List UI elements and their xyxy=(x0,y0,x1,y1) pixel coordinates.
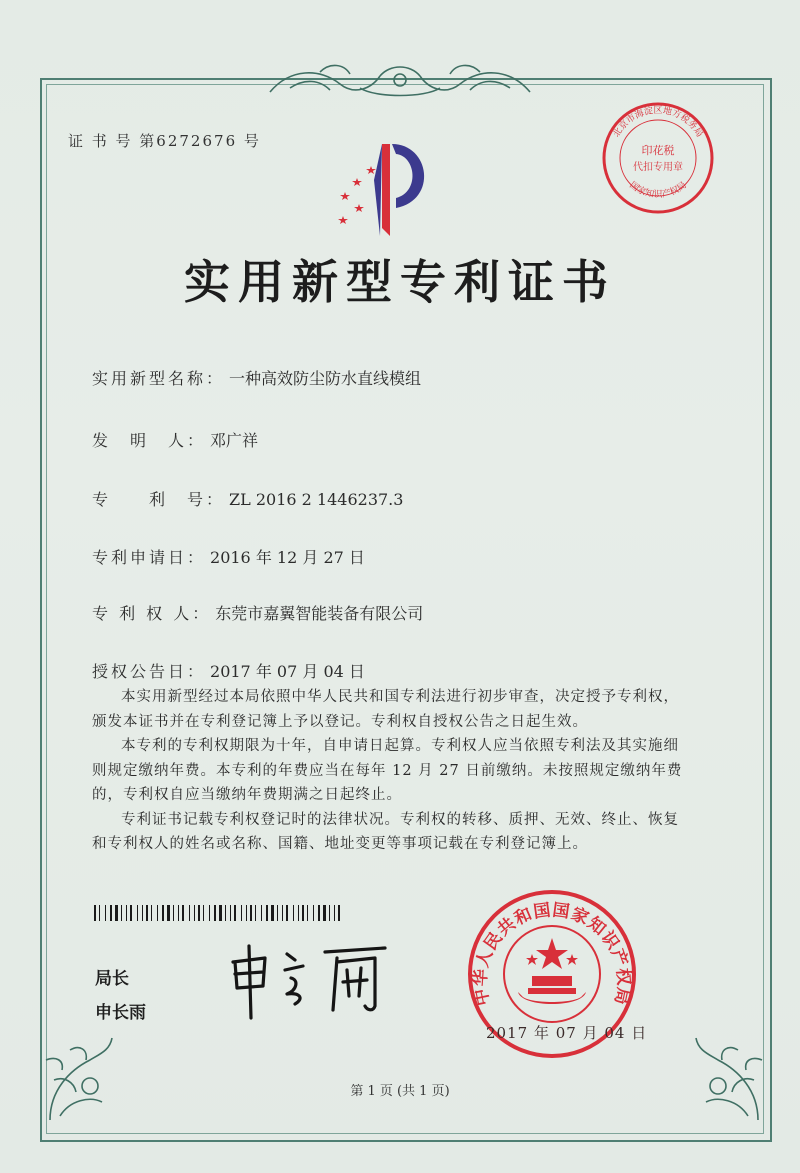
seal-ring-text: 北京市海淀区地方税务局 xyxy=(611,106,705,140)
barcode-bar xyxy=(307,905,308,921)
barcode-bar xyxy=(261,905,262,921)
label-model-name: 实用新型名称： xyxy=(92,369,226,388)
seal-center-line1: 印花税 xyxy=(641,144,675,157)
bottom-left-ornament xyxy=(40,1020,140,1130)
barcode-bar xyxy=(302,905,304,921)
label-patentee: 专 利 权 人： xyxy=(92,604,212,623)
field-model-name xyxy=(92,366,421,389)
certificate-title: 实用新型专利证书 xyxy=(184,255,616,309)
barcode-bar xyxy=(198,905,200,921)
barcode-bar xyxy=(329,905,330,921)
value-apply-date: 2016 年 12 月 27 日 xyxy=(210,548,365,567)
barcode-bar xyxy=(151,905,152,921)
barcode-bar xyxy=(167,905,170,921)
barcode-bar xyxy=(241,905,242,921)
field-grant-date xyxy=(92,659,365,682)
barcode-bar xyxy=(318,905,320,921)
value-model-name: 一种高效防尘防水直线模组 xyxy=(229,369,422,388)
barcode-bar xyxy=(203,905,204,921)
barcode-bar xyxy=(173,905,174,921)
barcode-bar xyxy=(189,905,190,921)
barcode-bar xyxy=(286,905,288,921)
patent-office-logo xyxy=(320,140,450,240)
svg-text:北京市海淀区地方税务局 xyxy=(610,104,705,139)
seal-bottom-text: 国家知识产权局 xyxy=(627,180,689,201)
barcode-bar xyxy=(313,905,314,921)
body-paragraph: 本专利的专利权期限为十年，自申请日起算。专利权人应当依照专利法及其实施细则规定缴纳年费。本专利的年费应当在每年 12 月 27 日前缴纳。未按照规定缴纳年费的，专利权自应当缴纳年费期满之日起终止。 xyxy=(92,738,683,803)
barcode-bar xyxy=(323,905,326,921)
barcode-bar xyxy=(266,905,268,921)
barcode-bar xyxy=(219,905,222,921)
barcode-bar xyxy=(142,905,143,921)
barcode-bar xyxy=(194,905,195,921)
field-inventor xyxy=(92,428,258,451)
field-apply-date xyxy=(92,545,365,568)
value-grant-date: 2017 年 07 月 04 日 xyxy=(210,662,365,681)
page-number: 第 1 页 (共 1 页) xyxy=(350,1084,450,1099)
barcode-bar xyxy=(126,905,127,921)
field-patentee xyxy=(92,601,423,624)
director-signature xyxy=(225,940,395,1020)
barcode-bar xyxy=(146,905,148,921)
barcode-bar xyxy=(255,905,256,921)
barcode-bar xyxy=(209,905,210,921)
barcode-bar xyxy=(137,905,138,921)
body-paragraph: 专利证书记载专利权登记时的法律状况。专利权的转移、质押、无效、终止、恢复和专利权人的姓名或名称、国籍、地址变更等事项记载在专利登记簿上。 xyxy=(92,811,679,852)
barcode-bar xyxy=(130,905,132,921)
label-patent-number: 专 利 号： xyxy=(92,490,226,509)
barcode-bar xyxy=(334,905,335,921)
label-apply-date: 专利申请日： xyxy=(92,548,207,567)
director-title: 局长 xyxy=(95,969,129,989)
certificate-number: 证 书 号 第6272676 号 xyxy=(68,132,261,150)
barcode-bar xyxy=(225,905,226,921)
value-inventor: 邓广祥 xyxy=(210,431,259,450)
tax-stamp-seal xyxy=(598,98,718,218)
director-name: 申长雨 xyxy=(95,1003,146,1023)
barcode-bar xyxy=(115,905,118,921)
barcode-bar xyxy=(338,905,340,921)
body-paragraph: 本实用新型经过本局依照中华人民共和国专利法进行初步审查，决定授予专利权，颁发本证书并在专利登记簿上予以登记。专利权自授权公告之日起生效。 xyxy=(92,689,679,730)
label-grant-date: 授权公告日： xyxy=(92,662,207,681)
value-patent-number: ZL 2016 2 1446237.3 xyxy=(229,490,404,509)
barcode-bar xyxy=(182,905,184,921)
field-patent-number xyxy=(92,487,403,510)
label-inventor: 发 明 人： xyxy=(92,431,207,450)
barcode-bar xyxy=(250,905,252,921)
seal-center-line2: 代扣专用章 xyxy=(633,162,683,173)
barcode-bar xyxy=(271,905,274,921)
barcode-bar xyxy=(298,905,299,921)
barcode-bar xyxy=(94,905,96,921)
value-patentee: 东莞市嘉翼智能装备有限公司 xyxy=(215,604,424,623)
barcode-bar xyxy=(230,905,231,921)
barcode-bar xyxy=(246,905,247,921)
barcode-bar xyxy=(157,905,158,921)
top-ornament xyxy=(260,58,540,104)
barcode-bar xyxy=(282,905,283,921)
seal-date: 2017 年 07 月 04 日 xyxy=(486,1024,648,1042)
barcode-bar xyxy=(293,905,294,921)
seal-ring-text: 中华人民共和国国家知识产权局 xyxy=(470,900,634,1008)
barcode-bar xyxy=(234,905,236,921)
certificate-body xyxy=(92,685,684,857)
barcode-bar xyxy=(99,905,100,921)
bottom-right-ornament xyxy=(668,1020,768,1130)
barcode-bar xyxy=(110,905,112,921)
svg-text:国家知识产权局 xyxy=(627,180,688,201)
barcode-bar xyxy=(277,905,278,921)
barcode-bar xyxy=(162,905,164,921)
barcode-bar xyxy=(214,905,216,921)
barcode xyxy=(94,905,344,921)
barcode-bar xyxy=(178,905,179,921)
barcode-bar xyxy=(121,905,122,921)
barcode-bar xyxy=(105,905,106,921)
